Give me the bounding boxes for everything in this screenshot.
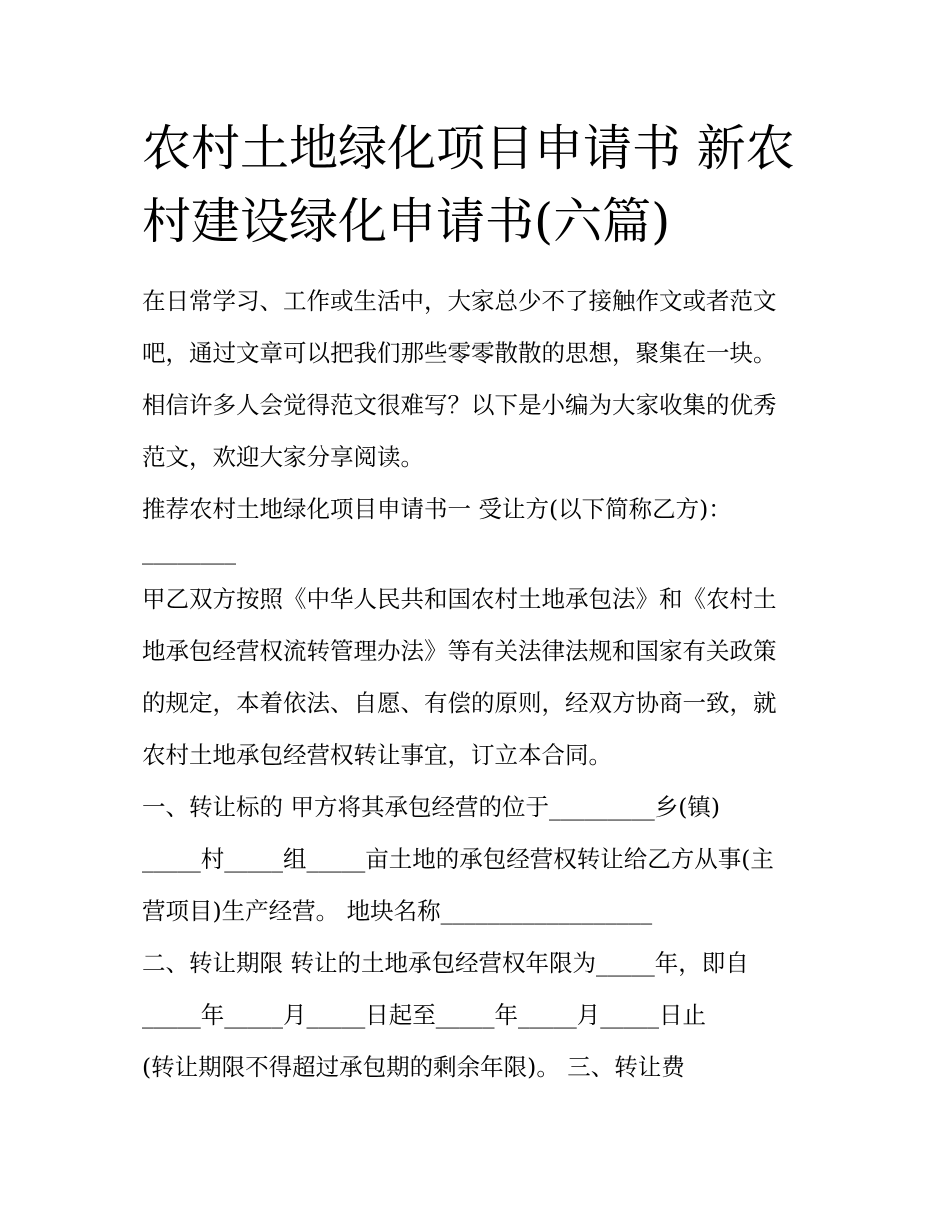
body-line-9: 的规定，本着依法、自愿、有偿的原则，经双方协商一致，就 — [142, 689, 777, 717]
body-line-13: 营项目)生产经营。 地块名称__________________ — [142, 897, 653, 925]
body-line-7: 甲乙双方按照《中华人民共和国农村土地承包法》和《农村土 — [142, 585, 777, 613]
body-line-8: 地承包经营权流转管理办法》等有关法律法规和国家有关政策 — [142, 637, 777, 665]
body-line-15: _____年_____月_____日起至_____年_____月_____日止 — [142, 1001, 706, 1029]
body-line-10: 农村土地承包经营权转让事宜，订立本合同。 — [142, 741, 612, 769]
title-line-2: 村建设绿化申请书(六篇) — [142, 193, 671, 250]
document-title — [142, 112, 832, 258]
body-line-2: 吧，通过文章可以把我们那些零零散散的思想，聚集在一块。 — [142, 339, 777, 367]
body-line-14: 二、转让期限 转让的土地承包经营权年限为_____年，即自 — [142, 949, 749, 977]
title-line-1: 农村土地绿化项目申请书 新农 — [142, 120, 795, 177]
body-line-12: _____村_____组_____亩土地的承包经营权转让给乙方从事(主 — [142, 845, 774, 873]
body-line-5: 推荐农村土地绿化项目申请书一 受让方(以下简称乙方)： — [142, 495, 732, 523]
body-line-1: 在日常学习、工作或生活中，大家总少不了接触作文或者范文 — [142, 287, 777, 315]
blank-line: ________ — [142, 537, 236, 565]
body-line-3: 相信许多人会觉得范文很难写？以下是小编为大家收集的优秀 — [142, 391, 777, 419]
body-line-11: 一、转让标的 甲方将其承包经营的位于_________乡(镇) — [142, 793, 721, 821]
body-line-4: 范文，欢迎大家分享阅读。 — [142, 443, 424, 471]
body-line-16: (转让期限不得超过承包期的剩余年限)。 三、转让费 — [142, 1053, 685, 1081]
